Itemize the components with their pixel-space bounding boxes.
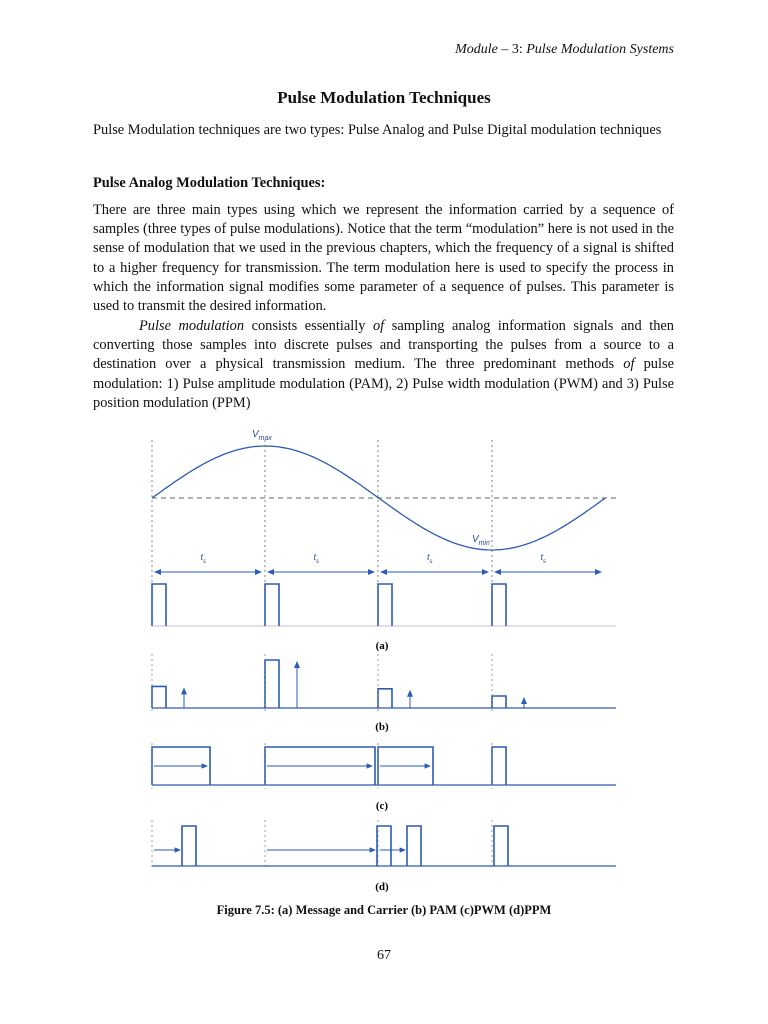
para3-part1: consists essentially	[244, 318, 373, 334]
header-module-number: – 3:	[497, 42, 527, 57]
panel-message-carrier	[152, 429, 616, 652]
carrier-pulse	[152, 584, 166, 626]
pwm-pulse	[492, 747, 506, 785]
ts-label: $t_s$	[540, 552, 547, 565]
panel-pam	[152, 654, 616, 733]
label-a: (a)	[375, 640, 389, 652]
panel-pwm	[152, 743, 616, 812]
pam-pulse	[152, 686, 166, 708]
page-title: Pulse Modulation Techniques	[277, 88, 491, 107]
carrier-pulse	[492, 584, 506, 626]
ppm-pulse	[377, 826, 391, 866]
ppm-pulse	[182, 826, 196, 866]
ts-label: $t_s$	[427, 552, 433, 565]
pam-pulse	[492, 696, 506, 708]
ppm-pulse	[407, 826, 421, 866]
intro-paragraph: Pulse Modulation techniques are two types: Pulse Analog and Pulse Digital modulation techniques	[93, 122, 662, 138]
label-d: (d)	[375, 881, 389, 893]
carrier-pulse	[265, 584, 279, 626]
ppm-pulse	[494, 826, 508, 866]
pam-pulses	[152, 654, 616, 712]
pulse-modulation-paragraph	[93, 317, 674, 413]
page-number: 67	[377, 948, 391, 963]
sample-dividers	[152, 440, 492, 626]
ppm-pulses	[152, 820, 616, 870]
ts-label: $t_s$	[313, 552, 320, 565]
pulse-modulation-figure	[140, 420, 630, 900]
pam-pulse	[378, 689, 392, 708]
carrier-pulse-train	[152, 584, 506, 626]
section-subheading: Pulse Analog Modulation Techniques:	[93, 175, 326, 191]
label-b: (b)	[375, 721, 389, 733]
vmin-label: $V_{min}$	[472, 534, 490, 547]
waveform-diagram	[140, 420, 630, 900]
figure-caption: Figure 7.5: (a) Message and Carrier (b) PAM (c)PWM (d)PPM	[216, 903, 552, 917]
para3-part3: pulse modulation: 1) Pulse amplitude modulation (PAM), 2) Pulse width modulation (PWM) and 3) Pulse position modulation (PPM)	[93, 356, 674, 411]
pwm-pulses	[152, 743, 616, 789]
header-module-prefix: Module	[455, 42, 498, 57]
panel-ppm	[152, 820, 616, 893]
para3-of2: of	[623, 356, 635, 373]
types-paragraph: There are three main types using which we represent the information carried by a sequence of samples (three types of pulse modulations). Notice that the term “modulation” here is not used in the sense of modulation that we used in the previous chapters, which the frequency of a signal is shifted to a higher frequency for transmission. The term modulation here is used to specify the process in which the information signal modifies some parameter of a sequence of pulses. This parameter is used to transmit the desired information.	[93, 202, 674, 315]
ts-label: $t_s$	[200, 552, 207, 565]
para3-of1: of	[372, 318, 385, 334]
header-module-title: Pulse Modulation Systems	[526, 42, 674, 57]
para3-part2: sampling analog information signals and then converting those samples into discrete pulses and transporting the pulses from a source to a destination over a physical transmission medium. The three predominant methods	[93, 318, 674, 373]
pam-pulse	[265, 660, 279, 708]
carrier-pulse	[378, 584, 392, 626]
label-c: (c)	[375, 800, 389, 812]
pulse-modulation-term: Pulse modulation	[139, 318, 245, 334]
vmax-label: $V_{max}$	[252, 429, 272, 442]
running-header	[455, 42, 674, 58]
